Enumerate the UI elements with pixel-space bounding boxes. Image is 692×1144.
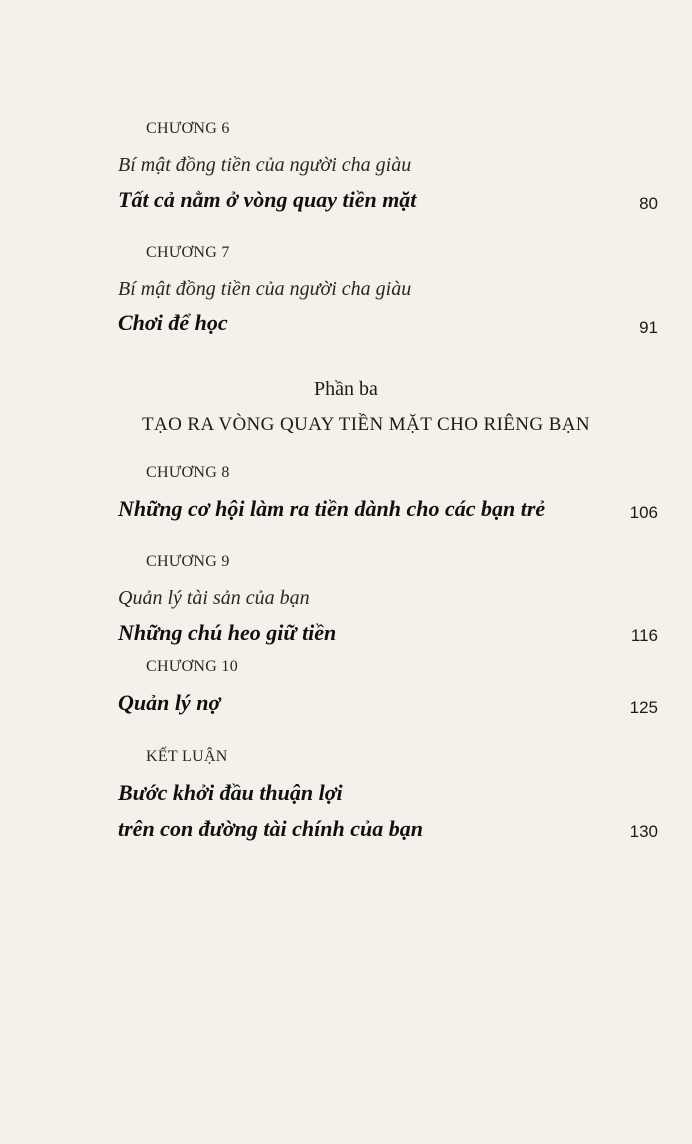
conclusion-title-line-2[interactable]: trên con đường tài chính của bạn xyxy=(118,816,423,841)
chapter-9-subtitle: Quản lý tài sản của bạn xyxy=(118,587,310,609)
chapter-7-page-number: 91 xyxy=(639,318,658,337)
chapter-8-title[interactable]: Những cơ hội làm ra tiền dành cho các bạn trẻ xyxy=(118,496,546,521)
chapter-7-title[interactable]: Chơi để học xyxy=(118,310,228,335)
chapter-7-subtitle: Bí mật đồng tiền của người cha giàu xyxy=(118,278,412,300)
part-3-title: TẠO RA VÒNG QUAY TIỀN MẶT CHO RIÊNG BẠN xyxy=(141,414,591,435)
chapter-9-page-number: 116 xyxy=(630,626,658,645)
chapter-6-subtitle: Bí mật đồng tiền của người cha giàu xyxy=(118,154,412,176)
chapter-8-label: CHƯƠNG 8 xyxy=(146,464,230,481)
chapter-9-label: CHƯƠNG 9 xyxy=(146,553,230,570)
chapter-10-page-number: 125 xyxy=(629,698,658,717)
part-3-label: Phần ba xyxy=(314,378,378,400)
chapter-9-title[interactable]: Những chú heo giữ tiền xyxy=(118,620,337,645)
conclusion-label: KẾT LUẬN xyxy=(146,748,228,765)
chapter-8-page-number: 106 xyxy=(629,503,658,522)
chapter-6-page-number: 80 xyxy=(639,194,658,213)
chapter-6-label: CHƯƠNG 6 xyxy=(146,120,230,137)
conclusion-title-line-1[interactable]: Bước khởi đầu thuận lợi xyxy=(118,780,343,805)
conclusion-page-number: 130 xyxy=(629,822,658,841)
chapter-10-label: CHƯƠNG 10 xyxy=(146,658,239,675)
chapter-7-label: CHƯƠNG 7 xyxy=(146,244,230,261)
chapter-10-title[interactable]: Quản lý nợ xyxy=(118,690,221,715)
chapter-6-title[interactable]: Tất cả nằm ở vòng quay tiền mặt xyxy=(118,187,417,212)
